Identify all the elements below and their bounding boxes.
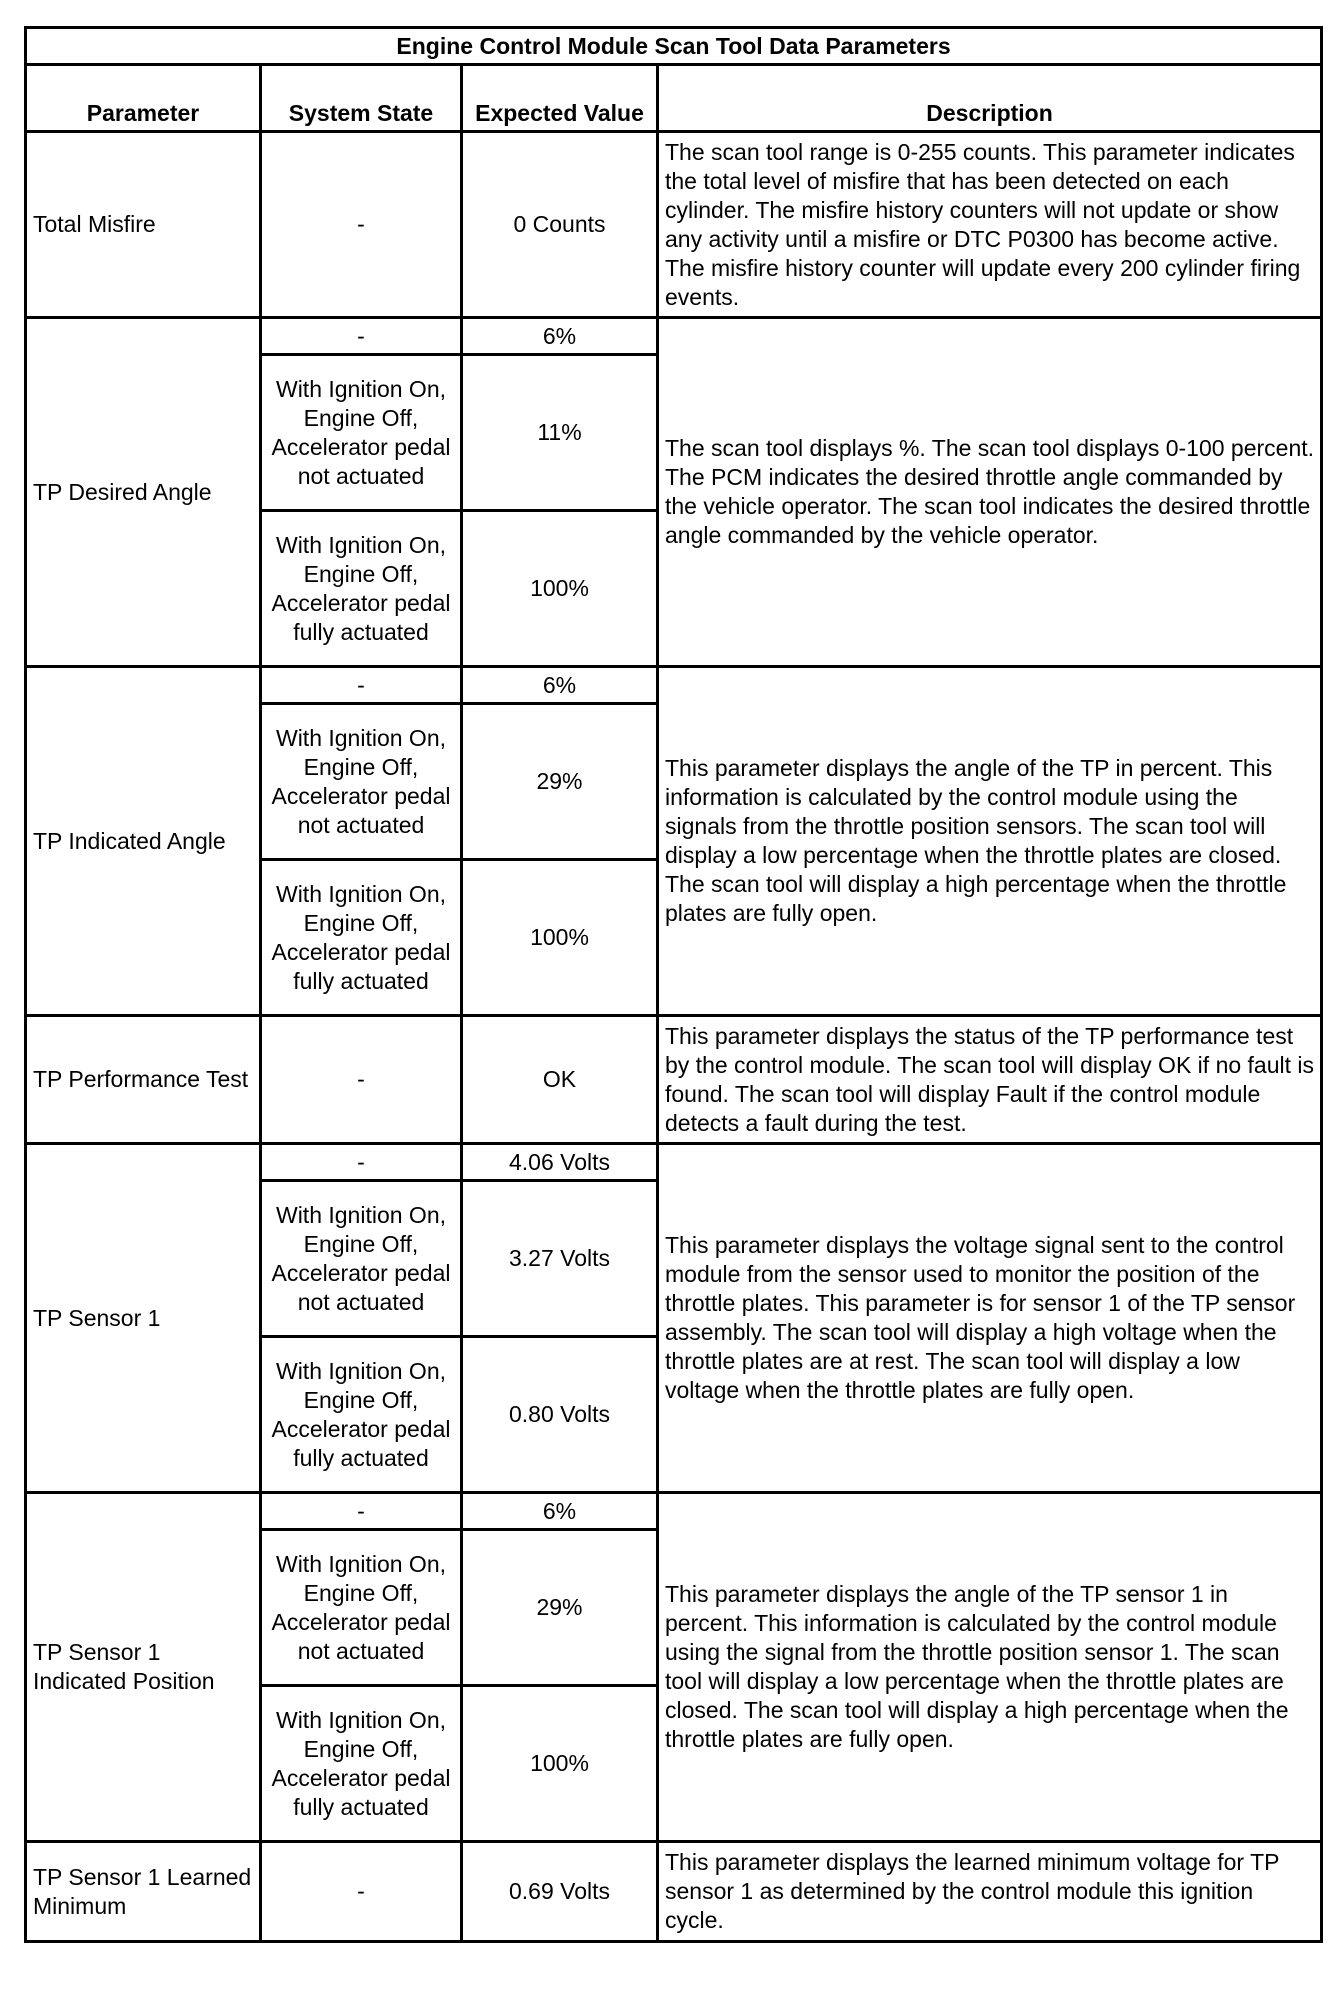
expected-value-cell: 0 Counts — [462, 132, 658, 318]
table-row — [26, 1144, 1322, 1181]
parameter-cell: TP Desired Angle — [26, 318, 261, 667]
expected-value-cell: 100% — [462, 860, 658, 1016]
system-state-cell: With Ignition On, Engine Off, Accelerator pedal fully actuated — [261, 511, 462, 667]
table-row — [26, 132, 1322, 318]
system-state-cell: With Ignition On, Engine Off, Accelerator pedal fully actuated — [261, 860, 462, 1016]
description-cell: This parameter displays the angle of the TP sensor 1 in percent. This information is calculated by the control module using the signal from the throttle position sensor 1. The scan tool will display a low percentage when the throttle plates are closed. The scan tool will display a high percentage when the throttle plates are fully open. — [658, 1493, 1322, 1842]
system-state-cell: - — [261, 1493, 462, 1530]
description-cell: The scan tool range is 0-255 counts. This parameter indicates the total level of misfire that has been detected on each cylinder. The misfire history counters will not update or show any activity until a misfire or DTC P0300 has become active. The misfire history counter will update every 200 cylinder firing events. — [658, 132, 1322, 318]
system-state-cell: - — [261, 1842, 462, 1942]
description-cell: This parameter displays the learned minimum voltage for TP sensor 1 as determined by the control module this ignition cycle. — [658, 1842, 1322, 1942]
expected-value-cell: 0.80 Volts — [462, 1337, 658, 1493]
expected-value-cell: 11% — [462, 355, 658, 511]
parameter-cell: TP Sensor 1 Indicated Position — [26, 1493, 261, 1842]
system-state-cell: - — [261, 132, 462, 318]
header-expected-value: Expected Value — [462, 65, 658, 132]
table-row — [26, 667, 1322, 704]
system-state-cell: - — [261, 1016, 462, 1144]
header-system-state: System State — [261, 65, 462, 132]
expected-value-cell: 100% — [462, 511, 658, 667]
table-row — [26, 1493, 1322, 1530]
parameter-cell: TP Performance Test — [26, 1016, 261, 1144]
expected-value-cell: 6% — [462, 1493, 658, 1530]
system-state-cell: With Ignition On, Engine Off, Accelerator pedal fully actuated — [261, 1337, 462, 1493]
expected-value-cell: 29% — [462, 1530, 658, 1686]
expected-value-cell: 0.69 Volts — [462, 1842, 658, 1942]
parameter-cell: Total Misfire — [26, 132, 261, 318]
table-row — [26, 318, 1322, 355]
parameter-cell: TP Indicated Angle — [26, 667, 261, 1016]
system-state-cell: - — [261, 1144, 462, 1181]
expected-value-cell: OK — [462, 1016, 658, 1144]
expected-value-cell: 29% — [462, 704, 658, 860]
system-state-cell: With Ignition On, Engine Off, Accelerator pedal fully actuated — [261, 1686, 462, 1842]
description-cell: This parameter displays the status of the TP performance test by the control module. The scan tool will display OK if no fault is found. The scan tool will display Fault if the control module detects a fault during the test. — [658, 1016, 1322, 1144]
expected-value-cell: 3.27 Volts — [462, 1181, 658, 1337]
system-state-cell: - — [261, 318, 462, 355]
parameter-cell: TP Sensor 1 — [26, 1144, 261, 1493]
description-cell: This parameter displays the angle of the TP in percent. This information is calculated by the control module using the signals from the throttle position sensors. The scan tool will display a low percentage when the throttle plates are closed. The scan tool will display a high percentage when the throttle plates are fully open. — [658, 667, 1322, 1016]
table-row — [26, 1016, 1322, 1144]
system-state-cell: With Ignition On, Engine Off, Accelerator pedal not actuated — [261, 355, 462, 511]
system-state-cell: With Ignition On, Engine Off, Accelerator pedal not actuated — [261, 1530, 462, 1686]
expected-value-cell: 6% — [462, 318, 658, 355]
expected-value-cell: 6% — [462, 667, 658, 704]
system-state-cell: With Ignition On, Engine Off, Accelerator pedal not actuated — [261, 1181, 462, 1337]
header-description: Description — [658, 65, 1322, 132]
expected-value-cell: 4.06 Volts — [462, 1144, 658, 1181]
description-cell: The scan tool displays %. The scan tool displays 0-100 percent. The PCM indicates the desired throttle angle commanded by the vehicle operator. The scan tool indicates the desired throttle angle commanded by the vehicle operator. — [658, 318, 1322, 667]
parameter-cell: TP Sensor 1 Learned Minimum — [26, 1842, 261, 1942]
document-page — [24, 26, 1320, 1943]
system-state-cell: - — [261, 667, 462, 704]
expected-value-cell: 100% — [462, 1686, 658, 1842]
description-cell: This parameter displays the voltage signal sent to the control module from the sensor used to monitor the position of the throttle plates. This parameter is for sensor 1 of the TP sensor assembly. The scan tool will display a high voltage when the throttle plates are at rest. The scan tool will display a low voltage when the throttle plates are fully open. — [658, 1144, 1322, 1493]
scan-tool-data-table — [24, 26, 1323, 1943]
system-state-cell: With Ignition On, Engine Off, Accelerator pedal not actuated — [261, 704, 462, 860]
table-title: Engine Control Module Scan Tool Data Parameters — [26, 28, 1322, 65]
table-row — [26, 1842, 1322, 1942]
header-parameter: Parameter — [26, 65, 261, 132]
